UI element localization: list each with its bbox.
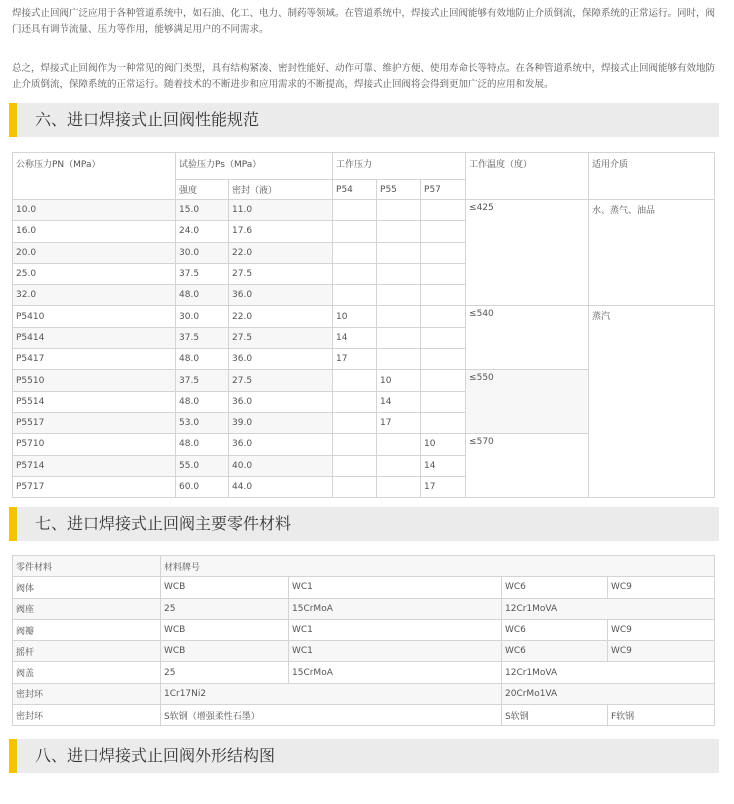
cell-seal: 36.0 bbox=[229, 434, 333, 455]
cell-p55 bbox=[377, 285, 421, 306]
cell-part: 阀瓣 bbox=[13, 619, 161, 640]
cell-material: WCB bbox=[161, 641, 289, 662]
materials-table bbox=[12, 555, 715, 726]
cell-material: 20CrMo1VA bbox=[502, 683, 715, 704]
cell-material: WCB bbox=[161, 577, 289, 598]
cell-pn: 32.0 bbox=[13, 285, 176, 306]
cell-seal: 27.5 bbox=[229, 327, 333, 348]
cell-p57 bbox=[421, 200, 466, 221]
cell-medium: 蒸汽 bbox=[589, 306, 715, 498]
cell-pn: P5714 bbox=[13, 455, 176, 476]
cell-p54: 14 bbox=[333, 327, 377, 348]
cell-temp: ≤540 bbox=[466, 306, 589, 370]
cell-material: 1Cr17Ni2 bbox=[161, 683, 502, 704]
intro-paragraph-1: 焊接式止回阀广泛应用于各种管道系统中，如石油、化工、电力、制药等领域。在管道系统中，焊接式止回阀能够有效地防止介质倒流，保障系统的正常运行。同时，阀门还具有调节流量、压力等作用，能够满足用户的不同需求。 bbox=[12, 8, 716, 35]
cell-strength: 24.0 bbox=[176, 221, 229, 242]
cell-pn: 20.0 bbox=[13, 242, 176, 263]
cell-p55: 14 bbox=[377, 391, 421, 412]
table-header-row bbox=[13, 556, 715, 577]
cell-p55 bbox=[377, 455, 421, 476]
cell-seal: 17.6 bbox=[229, 221, 333, 242]
cell-seal: 40.0 bbox=[229, 455, 333, 476]
cell-pn: P5410 bbox=[13, 306, 176, 327]
cell-material: 25 bbox=[161, 662, 289, 683]
section-heading-8 bbox=[9, 739, 719, 773]
cell-pn: 16.0 bbox=[13, 221, 176, 242]
cell-material: WC9 bbox=[608, 619, 715, 640]
cell-p54: 17 bbox=[333, 349, 377, 370]
cell-material: 12Cr1MoVA bbox=[502, 662, 715, 683]
table-row bbox=[13, 306, 715, 327]
cell-p57 bbox=[421, 263, 466, 284]
cell-p57 bbox=[421, 349, 466, 370]
cell-seal: 22.0 bbox=[229, 306, 333, 327]
cell-strength: 48.0 bbox=[176, 349, 229, 370]
cell-material: 15CrMoA bbox=[289, 598, 502, 619]
cell-p55: 17 bbox=[377, 412, 421, 433]
cell-material: WC1 bbox=[289, 619, 502, 640]
cell-material: 15CrMoA bbox=[289, 662, 502, 683]
cell-temp: ≤570 bbox=[466, 434, 589, 498]
cell-p57 bbox=[421, 242, 466, 263]
cell-p54 bbox=[333, 200, 377, 221]
cell-p55 bbox=[377, 476, 421, 497]
section-heading-6-text: 六、进口焊接式止回阀性能规范 bbox=[35, 110, 260, 129]
cell-strength: 30.0 bbox=[176, 242, 229, 263]
performance-spec-table bbox=[12, 152, 715, 498]
cell-p55 bbox=[377, 221, 421, 242]
cell-seal: 36.0 bbox=[229, 391, 333, 412]
table-row bbox=[13, 641, 715, 662]
cell-strength: 30.0 bbox=[176, 306, 229, 327]
cell-temp: ≤550 bbox=[466, 370, 589, 434]
table-row bbox=[13, 619, 715, 640]
cell-p57 bbox=[421, 327, 466, 348]
cell-p57: 17 bbox=[421, 476, 466, 497]
section-heading-8-text: 八、进口焊接式止回阀外形结构图 bbox=[35, 746, 276, 765]
cell-p57 bbox=[421, 412, 466, 433]
cell-pn: P5414 bbox=[13, 327, 176, 348]
cell-p55 bbox=[377, 200, 421, 221]
cell-seal: 39.0 bbox=[229, 412, 333, 433]
cell-strength: 37.5 bbox=[176, 370, 229, 391]
cell-p55 bbox=[377, 263, 421, 284]
cell-strength: 53.0 bbox=[176, 412, 229, 433]
cell-pn: P5417 bbox=[13, 349, 176, 370]
intro-paragraph-2: 总之，焊接式止回阀作为一种常见的阀门类型，具有结构紧凑、密封性能好、动作可靠、维护方便、使用寿命长等特点。在各种管道系统中，焊接式止回阀能够有效地防止介质倒流，保障系统的正常运行。随着技术的不断进步和应用需求的不断提高，焊接式止回阀将会得到更加广泛的应用和发展。 bbox=[12, 63, 716, 90]
cell-p54 bbox=[333, 391, 377, 412]
cell-material: WC1 bbox=[289, 641, 502, 662]
cell-p57 bbox=[421, 306, 466, 327]
cell-p57: 14 bbox=[421, 455, 466, 476]
cell-seal: 22.0 bbox=[229, 242, 333, 263]
cell-seal: 44.0 bbox=[229, 476, 333, 497]
cell-part: 阀盖 bbox=[13, 662, 161, 683]
cell-seal: 11.0 bbox=[229, 200, 333, 221]
header-part: 零件材料 bbox=[13, 556, 161, 577]
cell-material: 25 bbox=[161, 598, 289, 619]
header-p54: P54 bbox=[333, 180, 377, 200]
cell-p57: 10 bbox=[421, 434, 466, 455]
cell-p54 bbox=[333, 263, 377, 284]
cell-seal: 36.0 bbox=[229, 285, 333, 306]
cell-strength: 15.0 bbox=[176, 200, 229, 221]
cell-p54 bbox=[333, 285, 377, 306]
cell-p55: 10 bbox=[377, 370, 421, 391]
cell-seal: 36.0 bbox=[229, 349, 333, 370]
header-test-pressure: 试验压力Ps（MPa） bbox=[176, 153, 333, 180]
cell-p54 bbox=[333, 221, 377, 242]
cell-material: WC6 bbox=[502, 641, 608, 662]
header-grade: 材料牌号 bbox=[161, 556, 715, 577]
heading-accent-bar bbox=[9, 739, 17, 773]
cell-material: WCB bbox=[161, 619, 289, 640]
cell-medium: 水、蒸气、油品 bbox=[589, 200, 715, 306]
cell-strength: 55.0 bbox=[176, 455, 229, 476]
cell-pn: P5710 bbox=[13, 434, 176, 455]
cell-p55 bbox=[377, 306, 421, 327]
cell-material: S软钢（增强柔性石墨） bbox=[161, 705, 502, 726]
cell-part: 阀座 bbox=[13, 598, 161, 619]
table-row bbox=[13, 683, 715, 704]
cell-strength: 37.5 bbox=[176, 263, 229, 284]
cell-part: 摇杆 bbox=[13, 641, 161, 662]
cell-seal: 27.5 bbox=[229, 263, 333, 284]
table-row bbox=[13, 705, 715, 726]
cell-strength: 37.5 bbox=[176, 327, 229, 348]
cell-pn: P5717 bbox=[13, 476, 176, 497]
header-work-pressure: 工作压力 bbox=[333, 153, 466, 180]
heading-accent-bar bbox=[9, 507, 17, 541]
cell-strength: 48.0 bbox=[176, 434, 229, 455]
cell-material: F软钢 bbox=[608, 705, 715, 726]
header-p55: P55 bbox=[377, 180, 421, 200]
cell-part: 密封环 bbox=[13, 683, 161, 704]
cell-p57 bbox=[421, 370, 466, 391]
cell-pn: 10.0 bbox=[13, 200, 176, 221]
cell-p54 bbox=[333, 455, 377, 476]
cell-p54 bbox=[333, 434, 377, 455]
header-strength: 强度 bbox=[176, 180, 229, 200]
table-row bbox=[13, 662, 715, 683]
cell-temp: ≤425 bbox=[466, 200, 589, 306]
cell-p54: 10 bbox=[333, 306, 377, 327]
cell-pn: P5517 bbox=[13, 412, 176, 433]
cell-part: 密封环 bbox=[13, 705, 161, 726]
cell-p57 bbox=[421, 221, 466, 242]
cell-p57 bbox=[421, 285, 466, 306]
table-header-row bbox=[13, 153, 715, 180]
cell-pn: P5510 bbox=[13, 370, 176, 391]
cell-p54 bbox=[333, 242, 377, 263]
cell-material: WC6 bbox=[502, 619, 608, 640]
cell-seal: 27.5 bbox=[229, 370, 333, 391]
section-heading-7 bbox=[9, 507, 719, 541]
cell-strength: 60.0 bbox=[176, 476, 229, 497]
cell-material: WC9 bbox=[608, 641, 715, 662]
section-heading-6 bbox=[9, 103, 719, 137]
header-p57: P57 bbox=[421, 180, 466, 200]
cell-part: 阀体 bbox=[13, 577, 161, 598]
section-heading-7-text: 七、进口焊接式止回阀主要零件材料 bbox=[35, 514, 292, 533]
cell-material: S软钢 bbox=[502, 705, 608, 726]
cell-material: WC1 bbox=[289, 577, 502, 598]
table-row bbox=[13, 598, 715, 619]
header-pn: 公称压力PN（MPa） bbox=[13, 153, 176, 200]
header-temp: 工作温度（度） bbox=[466, 153, 589, 200]
table-row bbox=[13, 200, 715, 221]
cell-p54 bbox=[333, 370, 377, 391]
cell-p55 bbox=[377, 349, 421, 370]
cell-pn: P5514 bbox=[13, 391, 176, 412]
cell-p55 bbox=[377, 434, 421, 455]
cell-p54 bbox=[333, 476, 377, 497]
table-row bbox=[13, 577, 715, 598]
cell-strength: 48.0 bbox=[176, 391, 229, 412]
cell-material: 12Cr1MoVA bbox=[502, 598, 715, 619]
cell-p54 bbox=[333, 412, 377, 433]
cell-p55 bbox=[377, 242, 421, 263]
cell-strength: 48.0 bbox=[176, 285, 229, 306]
cell-p57 bbox=[421, 391, 466, 412]
cell-material: WC9 bbox=[608, 577, 715, 598]
cell-material: WC6 bbox=[502, 577, 608, 598]
header-medium: 适用介质 bbox=[589, 153, 715, 200]
header-seal: 密封（液） bbox=[229, 180, 333, 200]
heading-accent-bar bbox=[9, 103, 17, 137]
cell-pn: 25.0 bbox=[13, 263, 176, 284]
cell-p55 bbox=[377, 327, 421, 348]
